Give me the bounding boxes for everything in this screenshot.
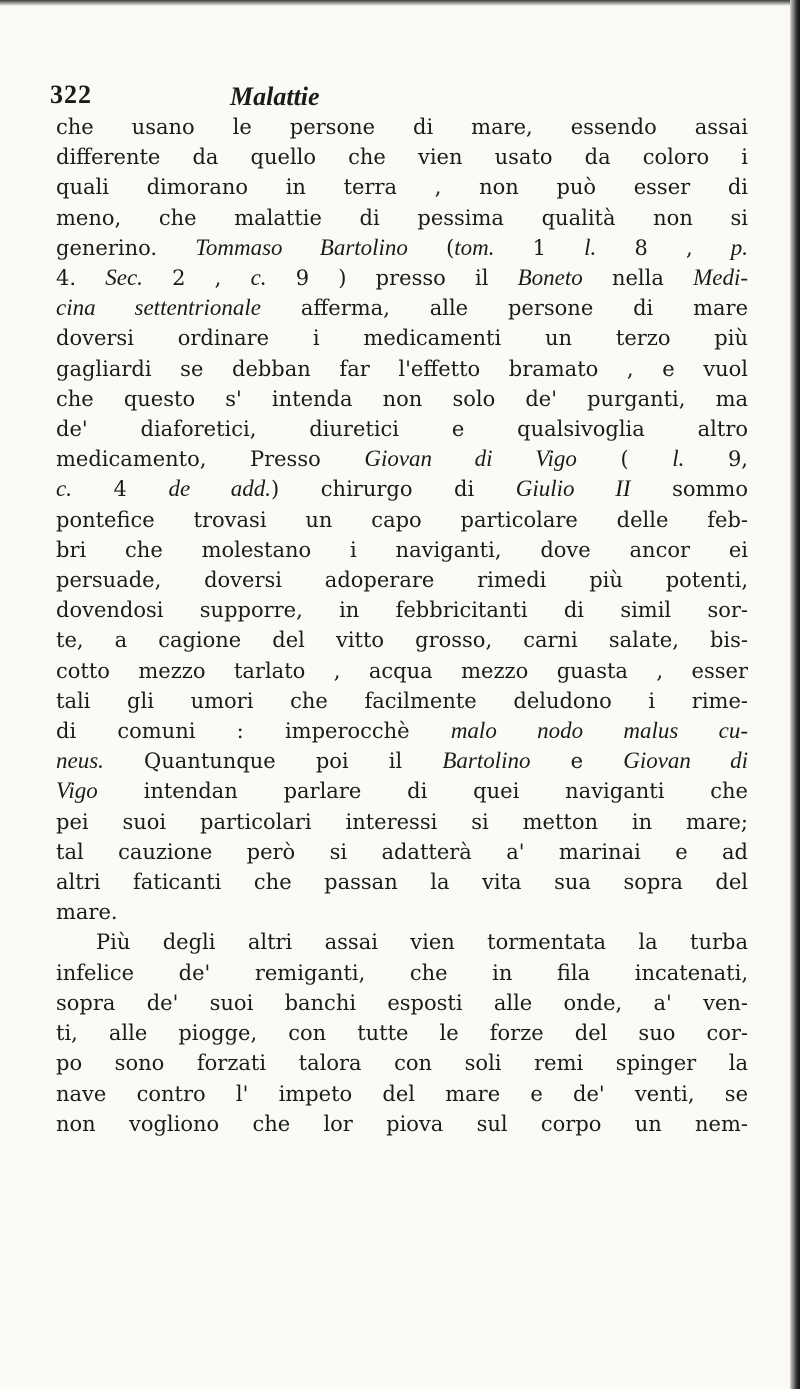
text-line <box>56 384 748 414</box>
text-run: ( <box>407 235 455 260</box>
text-line <box>56 354 748 384</box>
italic-run: c. <box>56 476 72 502</box>
italic-run: Tommaso Bartolino <box>195 234 408 260</box>
italic-run: c. <box>250 265 267 291</box>
text-line <box>56 1018 748 1048</box>
text-run: differente da quello che vien usato da coloro i <box>56 145 748 170</box>
italic-run: de add. <box>168 476 272 502</box>
text-run: po sono forzati talora con soli remi spinger la <box>56 1051 748 1076</box>
text-line <box>56 172 748 202</box>
italic-run: Sec. <box>105 265 143 291</box>
text-run: persuade, doversi adoperare rimedi più potenti, <box>56 568 748 593</box>
text-run: cotto mezzo tarlato , acqua mezzo guasta , esser <box>56 658 748 683</box>
italic-run: Bartolino <box>442 748 531 774</box>
text-line <box>56 1079 748 1109</box>
text-run: 9, <box>684 447 748 472</box>
text-line <box>56 474 748 504</box>
text-run: generino. <box>56 235 196 260</box>
italic-run: p. <box>730 234 748 260</box>
text-run: che usano le persone di mare, essendo assai <box>56 115 748 139</box>
text-run: de' diaforetici, diuretici e qualsivoglia altro <box>56 417 748 442</box>
text-line <box>56 1048 748 1078</box>
text-run: ) chirurgo di <box>271 477 516 502</box>
text-run: pontefice trovasi un capo particolare delle feb- <box>56 507 748 532</box>
text-line <box>56 776 748 806</box>
text-line <box>56 263 748 293</box>
italic-run: Medi- <box>693 265 748 291</box>
text-line <box>56 837 748 867</box>
italic-run: Boneto <box>517 265 583 291</box>
text-line <box>56 414 748 444</box>
text-run: doversi ordinare i medicamenti un terzo più <box>56 326 748 351</box>
text-line <box>56 505 748 535</box>
text-line <box>56 716 748 746</box>
text-run: sommo <box>630 477 748 502</box>
text-line <box>56 656 748 686</box>
text-line <box>56 807 748 837</box>
text-run: e <box>530 749 624 774</box>
text-run: 1 <box>494 235 585 260</box>
page-number: 322 <box>50 80 92 109</box>
text-line <box>56 988 748 1018</box>
text-line <box>56 112 748 142</box>
text-line <box>56 142 748 172</box>
text-run: te, a cagione del vitto grosso, carni salate, bis- <box>56 628 748 653</box>
text-run: 4. <box>56 266 106 291</box>
text-run: che questo s' intenda non solo de' purganti, ma <box>56 386 748 411</box>
italic-run: Vigo <box>56 778 98 804</box>
text-run: quali dimorano in terra , non può esser di <box>56 175 748 200</box>
text-run: ( <box>576 447 673 472</box>
text-run: Più degli altri assai vien tormentata la turba <box>96 930 748 955</box>
italic-run: l. <box>672 446 685 472</box>
text-run: bri che molestano i naviganti, dove ancor ei <box>56 537 748 562</box>
italic-run: cina settentrionale <box>56 295 262 321</box>
page-binding-shadow <box>790 0 800 1389</box>
text-run: gagliardi se debban far l'effetto bramato , e vuol <box>56 356 748 381</box>
text-line <box>56 958 748 988</box>
text-run: infelice de' remiganti, che in fila incatenati, <box>56 960 748 985</box>
text-line <box>56 565 748 595</box>
italic-run: Giovan di Vigo <box>364 446 577 472</box>
italic-run: l. <box>584 234 597 260</box>
text-line <box>56 746 748 776</box>
text-run: medicamento, Presso <box>56 447 365 472</box>
text-run: pei suoi particolari interessi si metton in mare; <box>56 809 748 834</box>
running-title: Malattie <box>230 82 320 111</box>
italic-run: tom. <box>454 234 495 260</box>
text-line <box>56 595 748 625</box>
text-run: nave contro l' impeto del mare e de' venti, se <box>56 1081 748 1106</box>
text-line <box>56 293 748 323</box>
text-line <box>56 897 748 927</box>
text-run: nella <box>582 266 694 291</box>
text-line <box>56 535 748 565</box>
text-run: Quantunque poi il <box>103 749 443 774</box>
text-line <box>56 927 748 957</box>
text-line <box>56 1109 748 1139</box>
text-run: tal cauzione però si adatterà a' marinai e ad <box>56 839 748 864</box>
text-line <box>56 323 748 353</box>
text-run: sopra de' suoi banchi esposti alle onde, a' ven- <box>56 990 748 1015</box>
text-line <box>56 444 748 474</box>
text-line <box>56 686 748 716</box>
text-run: mare. <box>56 900 118 925</box>
italic-run: Giulio II <box>515 476 631 502</box>
text-line <box>56 203 748 233</box>
page-top-shadow <box>0 0 800 6</box>
text-run: 4 <box>71 477 169 502</box>
text-run: di comuni : imperocchè <box>56 719 451 744</box>
text-run: afferma, alle persone di mare <box>261 296 748 321</box>
text-run: altri faticanti che passan la vita sua sopra del <box>56 870 748 895</box>
italic-run: malo nodo malus cu- <box>450 718 748 744</box>
text-run: intendan parlare di quei naviganti che <box>97 779 748 804</box>
text-run: non vogliono che lor piova sul corpo un nem- <box>56 1111 748 1136</box>
text-line <box>56 233 748 263</box>
text-run: 9 ) presso il <box>266 266 518 291</box>
text-run: tali gli umori che facilmente deludono i rime- <box>56 688 748 713</box>
text-run: dovendosi supporre, in febbricitanti di simil sor- <box>56 598 748 623</box>
text-run: ti, alle piogge, con tutte le forze del suo cor- <box>56 1021 748 1046</box>
text-run: 8 , <box>596 235 731 260</box>
text-run: 2 , <box>142 266 251 291</box>
italic-run: neus. <box>56 748 104 774</box>
italic-run: Giovan di <box>623 748 748 774</box>
text-run: meno, che malattie di pessima qualità non si <box>56 205 748 230</box>
text-line <box>56 867 748 897</box>
body-text <box>56 112 748 1139</box>
text-line <box>56 625 748 655</box>
